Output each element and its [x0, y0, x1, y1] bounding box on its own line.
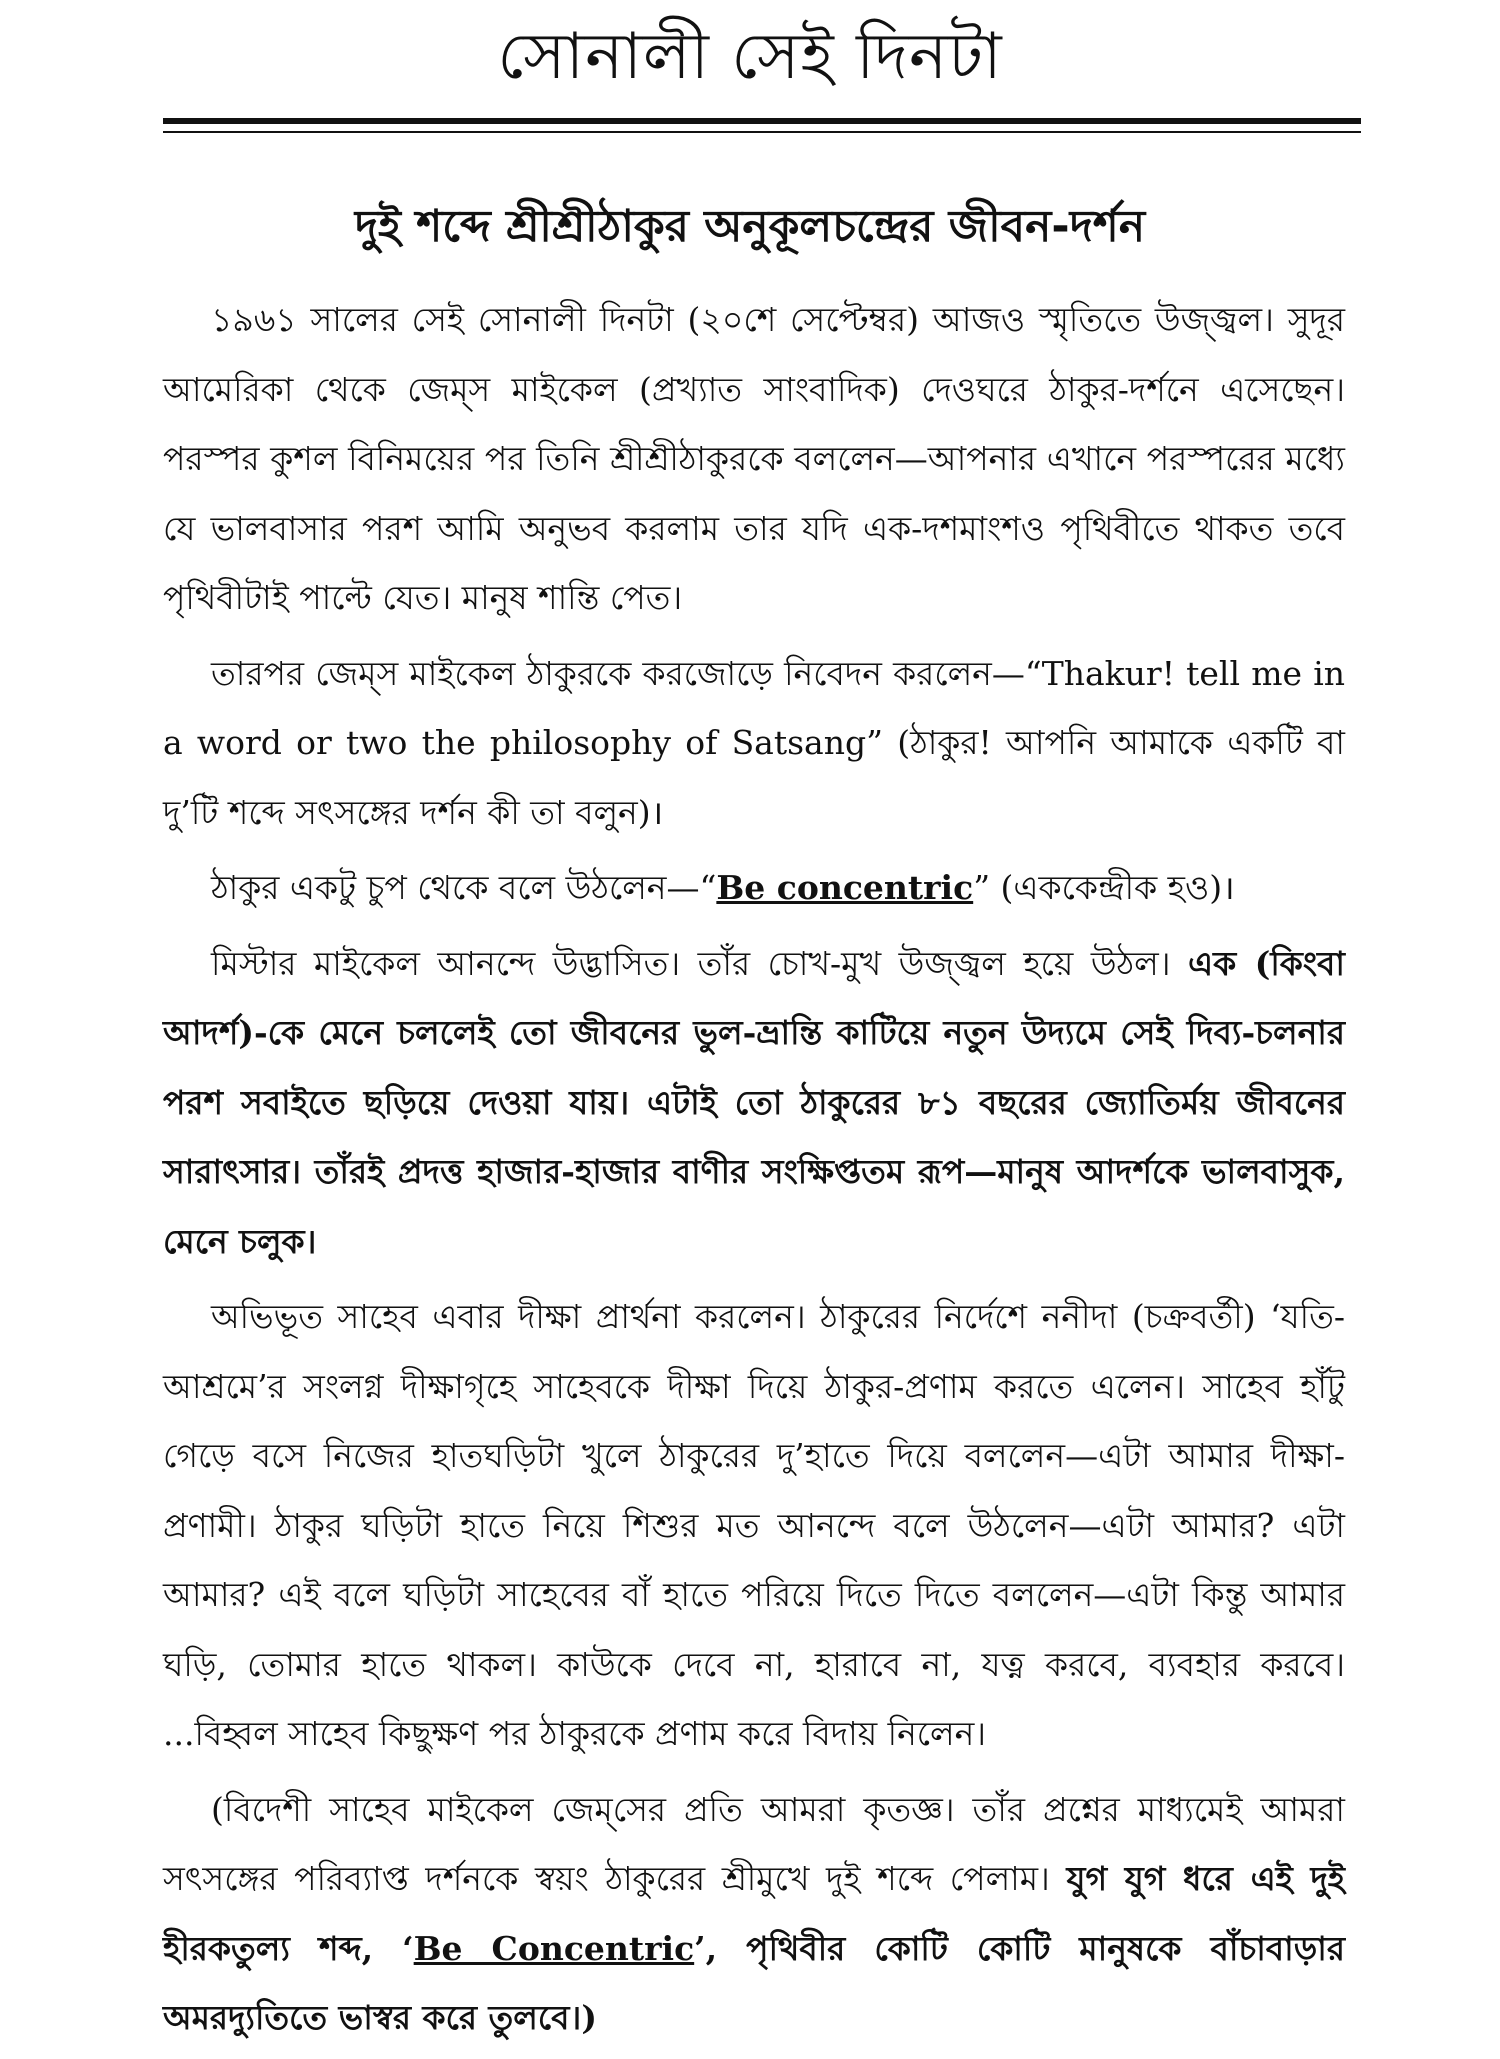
paragraph-3	[163, 853, 1345, 923]
header-rule-thick	[163, 118, 1361, 124]
paragraph-6-text-bold-start: যুগ যুগ ধরে এই দুই হীরকতুল্য শব্দ, ‘	[163, 1859, 1345, 1968]
header-rule-thin	[163, 131, 1361, 133]
be-concentric-phrase-2: Be Concentric	[413, 1928, 695, 1968]
paragraph-4	[163, 929, 1345, 1277]
be-concentric-phrase: Be concentric	[716, 868, 974, 907]
paragraph-4-text-bold: এক (কিংবা আদর্শ)-কে মেনে চললেই তো জীবনের ভুল-ভ্রান্তি কাটিয়ে নতুন উদ্যমে সেই দিব্য-চলনার পরশ সবাইতে ছড়িয়ে দেওয়া যায়। এটাই তো ঠাকুরের ৮১ বছরের জ্যোতির্ময় জীবনের সারাৎসার। তাঁরই প্রদত্ত হাজার-হাজার বাণীর সংক্ষিপ্ততম রূপ—মানুষ আদর্শকে ভালবাসুক, মেনে চলুক।	[163, 943, 1345, 1261]
paragraph-1: ১৯৬১ সালের সেই সোনালী দিনটা (২০শে সেপ্টেম্বর) আজও স্মৃতিতে উজ্জ্বল। সুদূর আমেরিকা থেকে জেম্‌স মাইকেল (প্রখ্যাত সাংবাদিক) দেওঘরে ঠাকুর-দর্শনে এসেছেন। পরস্পর কুশল বিনিময়ের পর তিনি শ্রীশ্রীঠাকুরকে বললেন—আপনার এখানে পরস্পরের মধ্যে যে ভালবাসার পরশ আমি অনুভব করলাম তার যদি এক-দশমাংশও পৃথিবীতে থাকত তবে পৃথিবীটাই পাল্টে যেত। মানুষ শান্তি পেত।	[163, 300, 1345, 617]
paragraph-3-text-end: ” (এককেন্দ্রীক হও)।	[973, 868, 1235, 907]
article-heading: দুই শব্দে শ্রীশ্রীঠাকুর অনুকূলচন্দ্রের জীবন-দর্শন	[354, 201, 1146, 252]
paragraph-5: অভিভূত সাহেব এবার দীক্ষা প্রার্থনা করলেন। ঠাকুরের নির্দেশে ননীদা (চক্রবর্তী) ‘যতি-আশ্রমে’র সংলগ্ন দীক্ষাগৃহে সাহেবকে দীক্ষা দিয়ে ঠাকুর-প্রণাম করতে এলেন। সাহেব হাঁটু গেড়ে বসে নিজের হাতঘড়িটা খুলে ঠাকুরের দু’হাতে দিয়ে বললেন—এটা আমার দীক্ষা-প্রণামী। ঠাকুর ঘড়িটা হাতে নিয়ে শিশুর মত আনন্দে বলে উঠলেন—এটা আমার? এটা আমার? এই বলে ঘড়িটা সাহেবের বাঁ হাতে পরিয়ে দিতে দিতে বললেন—এটা কিন্তু আমার ঘড়ি, তোমার হাতে থাকল। কাউকে দেবে না, হারাবে না, যত্ন করবে, ব্যবহার করবে। ...বিহ্বল সাহেব কিছুক্ষণ পর ঠাকুরকে প্রণাম করে বিদায় নিলেন।	[163, 1297, 1345, 1753]
paragraph-6	[163, 1775, 1345, 2053]
paragraph-6-text-bold-end: ’, পৃথিবীর কোটি কোটি মানুষকে বাঁচাবাড়ার অমরদ্যুতিতে ভাস্বর করে তুলবে।)	[163, 1928, 1345, 2037]
article-body	[163, 285, 1345, 2059]
paragraph-2: তারপর জেম্‌স মাইকেল ঠাকুরকে করজোড়ে নিবেদন করলেন—“Thakur! tell me in a word or two the philosophy of Satsang” (ঠাকুর! আপনি আমাকে একটি বা দু’টি শব্দে সৎসঙ্গের দর্শন কী তা বলুন)।	[163, 653, 1345, 832]
page-title: সোনালী সেই দিনটা	[497, 20, 1003, 94]
paragraph-3-text-start: ঠাকুর একটু চুপ থেকে বলে উঠলেন—“	[211, 868, 717, 907]
paragraph-6-text-plain: (বিদেশী সাহেব মাইকেল জেম্‌সের প্রতি আমরা কৃতজ্ঞ। তাঁর প্রশ্নের মাধ্যমেই আমরা সৎসঙ্গের পরিব্যাপ্ত দর্শনকে স্বয়ং ঠাকুরের শ্রীমুখে দুই শব্দে পেলাম।	[163, 1789, 1345, 1898]
paragraph-4-text-plain: মিস্টার মাইকেল আনন্দে উদ্ভাসিত। তাঁর চোখ-মুখ উজ্জ্বল হয়ে উঠল।	[211, 943, 1189, 983]
